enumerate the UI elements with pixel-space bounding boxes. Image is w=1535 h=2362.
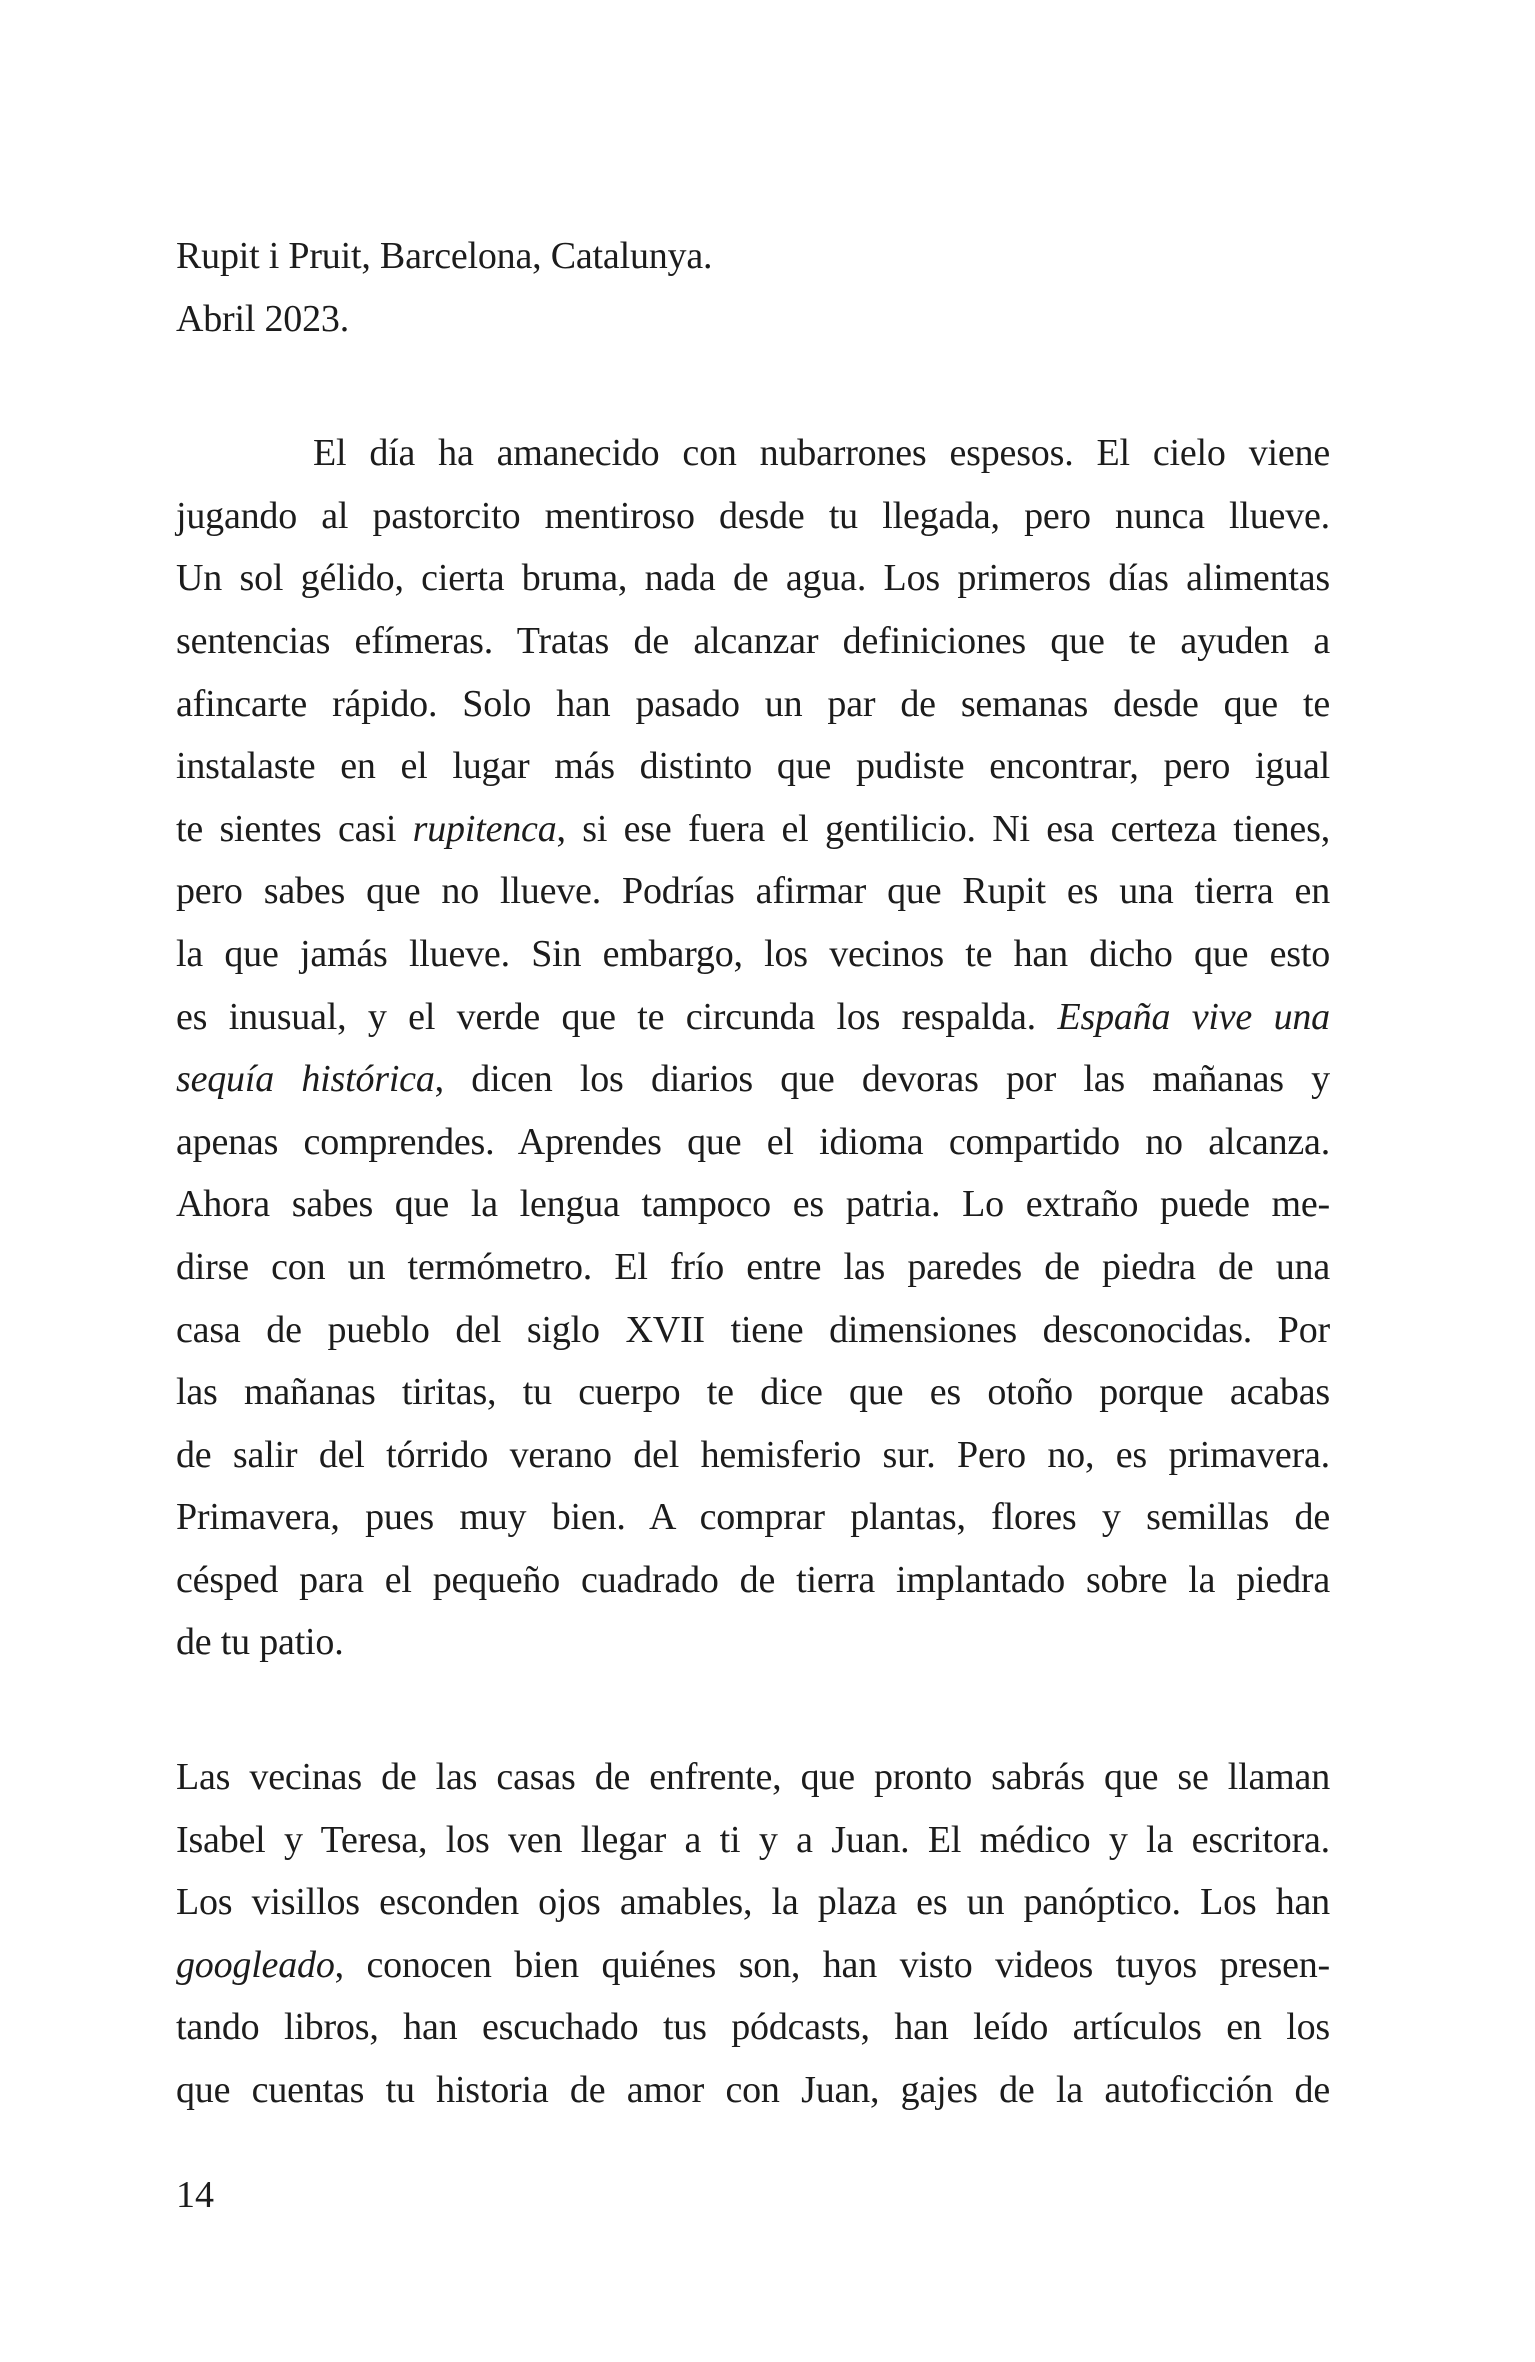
text-run: pero sabes que no llueve. Podrías afirmar que Rupit es una tierra en — [176, 870, 1330, 913]
text-line — [176, 422, 1330, 485]
text-line — [176, 1299, 1330, 1362]
text-line — [176, 1424, 1330, 1487]
text-line — [176, 2059, 1330, 2122]
text-line — [176, 860, 1330, 923]
text-line — [176, 735, 1330, 798]
paragraph-gap — [176, 1674, 1330, 1746]
text-run: casa de pueblo del siglo XVII tiene dimensiones desconocidas. Por — [176, 1308, 1330, 1351]
text-run: césped para el pequeño cuadrado de tierra implantado sobre la piedra — [176, 1558, 1330, 1601]
text-run: Un sol gélido, cierta bruma, nada de agua. Los primeros días alimentas — [176, 557, 1330, 600]
text-line — [176, 547, 1330, 610]
text-run: las mañanas tiritas, tu cuerpo te dice que es otoño porque acabas — [176, 1371, 1330, 1414]
paragraphs — [176, 422, 1330, 2121]
text-line — [176, 1871, 1330, 1934]
text-run: dirse con un termómetro. El frío entre las paredes de piedra de una — [176, 1245, 1330, 1288]
text-run: Isabel y Teresa, los ven llegar a ti y a Juan. El médico y la escritora. — [176, 1818, 1330, 1861]
text-line — [176, 1236, 1330, 1299]
text-run: Las vecinas de las casas de enfrente, que pronto sabrás que se llaman — [176, 1756, 1330, 1799]
paragraph — [176, 1746, 1330, 2122]
text-run: apenas comprendes. Aprendes que el idioma compartido no alcanza. — [176, 1120, 1330, 1163]
paragraph — [176, 422, 1330, 1674]
text-run: , dicen los diarios que devoras por las mañanas y — [434, 1058, 1330, 1101]
text-run: sentencias efímeras. Tratas de alcanzar definiciones que te ayuden a — [176, 619, 1330, 662]
italic-text: rupitenca — [412, 807, 557, 850]
text-run: de salir del tórrido verano del hemisferio sur. Pero no, es primavera. — [176, 1433, 1330, 1476]
italic-text: España vive una — [1057, 995, 1330, 1038]
text-run: te sientes casi — [176, 807, 413, 850]
text-run: , conocen bien quiénes son, han visto videos tuyos presen- — [334, 1943, 1330, 1986]
text-line — [176, 986, 1330, 1049]
text-run: tando libros, han escuchado tus pódcasts, han leído artículos en los — [176, 2006, 1330, 2049]
text-line — [176, 1934, 1330, 1997]
text-line — [176, 1809, 1330, 1872]
text-line — [176, 1486, 1330, 1549]
text-line — [176, 610, 1330, 673]
page-number: 14 — [176, 2174, 214, 2216]
text-line — [176, 923, 1330, 986]
text-run: es inusual, y el verde que te circunda los respalda. — [176, 995, 1058, 1038]
dateline-date: Abril 2023. — [176, 297, 350, 340]
text-run: de tu patio. — [176, 1621, 344, 1664]
dateline — [176, 225, 1330, 350]
text-run: , si ese fuera el gentilicio. Ni esa certeza tienes, — [556, 807, 1330, 850]
text-run: Primavera, pues muy bien. A comprar plantas, flores y semillas de — [176, 1496, 1330, 1539]
page-body — [176, 225, 1330, 2122]
text-line — [176, 1611, 1330, 1674]
text-line — [176, 1173, 1330, 1236]
text-line — [176, 1361, 1330, 1424]
text-run: instalaste en el lugar más distinto que pudiste encontrar, pero igual — [176, 745, 1330, 788]
text-run: que cuentas tu historia de amor con Juan, gajes de la autoficción de — [176, 2069, 1330, 2112]
text-line — [176, 1746, 1330, 1809]
text-run: afincarte rápido. Solo han pasado un par de semanas desde que te — [176, 682, 1330, 725]
text-run: El día ha amanecido con nubarrones espesos. El cielo viene — [313, 432, 1330, 475]
text-line — [176, 1111, 1330, 1174]
text-run: Ahora sabes que la lengua tampoco es patria. Lo extraño puede me- — [176, 1183, 1330, 1226]
text-line — [176, 798, 1330, 861]
text-run: la que jamás llueve. Sin embargo, los vecinos te han dicho que esto — [176, 932, 1330, 975]
text-line — [176, 673, 1330, 736]
text-run: jugando al pastorcito mentiroso desde tu llegada, pero nunca llueve. — [176, 494, 1330, 537]
text-line — [176, 1549, 1330, 1612]
italic-text: googleado — [176, 1943, 335, 1986]
text-line — [176, 1048, 1330, 1111]
italic-text: sequía histórica — [176, 1058, 435, 1101]
dateline-location: Rupit i Pruit, Barcelona, Catalunya. — [176, 235, 713, 277]
text-line — [176, 1996, 1330, 2059]
text-run: Los visillos esconden ojos amables, la plaza es un panóptico. Los han — [176, 1881, 1330, 1924]
text-line — [176, 485, 1330, 548]
